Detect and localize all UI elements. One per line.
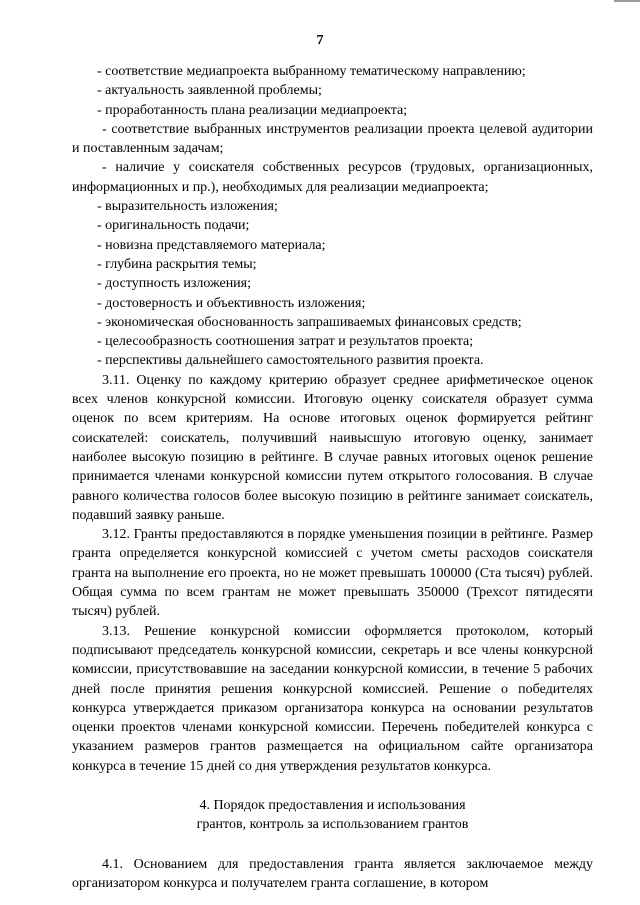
criteria-item: - актуальность заявленной проблемы; [97,83,322,99]
criteria-item: - перспективы дальнейшего самостоятельного развития проекта. [97,353,484,369]
criteria-item: - глубина раскрытия темы; [97,256,257,272]
section-heading-line: грантов, контроль за использованием грантов [196,817,469,833]
scan-edge-mark [614,0,640,2]
criteria-item: - целесообразность соотношения затрат и результатов проекта; [97,334,474,350]
paragraph-3-13: 3.13. Решение конкурсной комиссии оформляется протоколом, который подписывают председатель конкурсной комиссии, секретарь и все члены конкурсной комиссии, присутствовавшие на заседании конкурсной комиссии, в течение 5 рабочих дней после принятия решения конкурсной комиссией. Решение о победителях конкурса утверждается приказом организатора конкурса на основании результатов оценки проектов членами конкурсной комиссии. Перечень победителей конкурса с указанием размеров грантов размещается на официальном сайте организатора конкурса в течение 15 дней со дня утверждения результатов конкурса. [72,623,593,774]
criteria-list [72,62,593,371]
criteria-item: - экономическая обоснованность запрашиваемых финансовых средств; [97,314,522,330]
paragraph-3-11: 3.11. Оценку по каждому критерию образует среднее арифметическое оценок всех членов конкурсной комиссии. Итоговую оценку соискателя образует сумма оценок по всем критериям. На основе итоговых оценок формируется рейтинг соискателей: соискатель, получивший наивысшую итоговую оценку, занимает наиболее высокую позицию в рейтинге. В случае равных итоговых оценок решение принимается членами конкурсной комиссии путем открытого голосования. В случае равного количества голосов более высокую позицию в рейтинге занимает соискатель, подавший заявку раньше. [72,372,593,523]
page-number: 7 [316,33,324,48]
criteria-item: - достоверность и объективность изложения; [97,295,366,311]
criteria-item: - новизна представляемого материала; [97,237,326,253]
document-body [72,62,593,893]
criteria-item: - выразительность изложения; [97,199,278,215]
criteria-item: - оригинальность подачи; [97,218,250,234]
criteria-item: - соответствие медиапроекта выбранному тематическому направлению; [97,64,526,79]
paragraph-3-12: 3.12. Гранты предоставляются в порядке уменьшения позиции в рейтинге. Размер гранта определяется конкурсной комиссией с учетом сметы расходов соискателя гранта на выполнение его проекта, но не может превышать 100000 (Ста тысяч) рублей. Общая сумма по всем грантам не может превышать 350000 (Трехсот пятидесяти тысяч) рублей. [72,527,593,620]
criteria-item: - наличие у соискателя собственных ресурсов (трудовых, организационных, информационных и пр.), необходимых для реализации медиапроекта; [72,160,593,195]
criteria-item: - соответствие выбранных инструментов реализации проекта целевой аудитории и поставленным задачам; [72,121,593,157]
criteria-item: - проработанность плана реализации медиапроекта; [97,102,408,118]
paragraph-4-1: 4.1. Основанием для предоставления гранта является заключаемое между организатором конкурса и получателем гранта соглашение, в котором [72,856,593,891]
section-heading [72,796,593,835]
section-heading-line: 4. Порядок предоставления и использования [199,797,466,813]
criteria-item: - доступность изложения; [97,276,252,292]
